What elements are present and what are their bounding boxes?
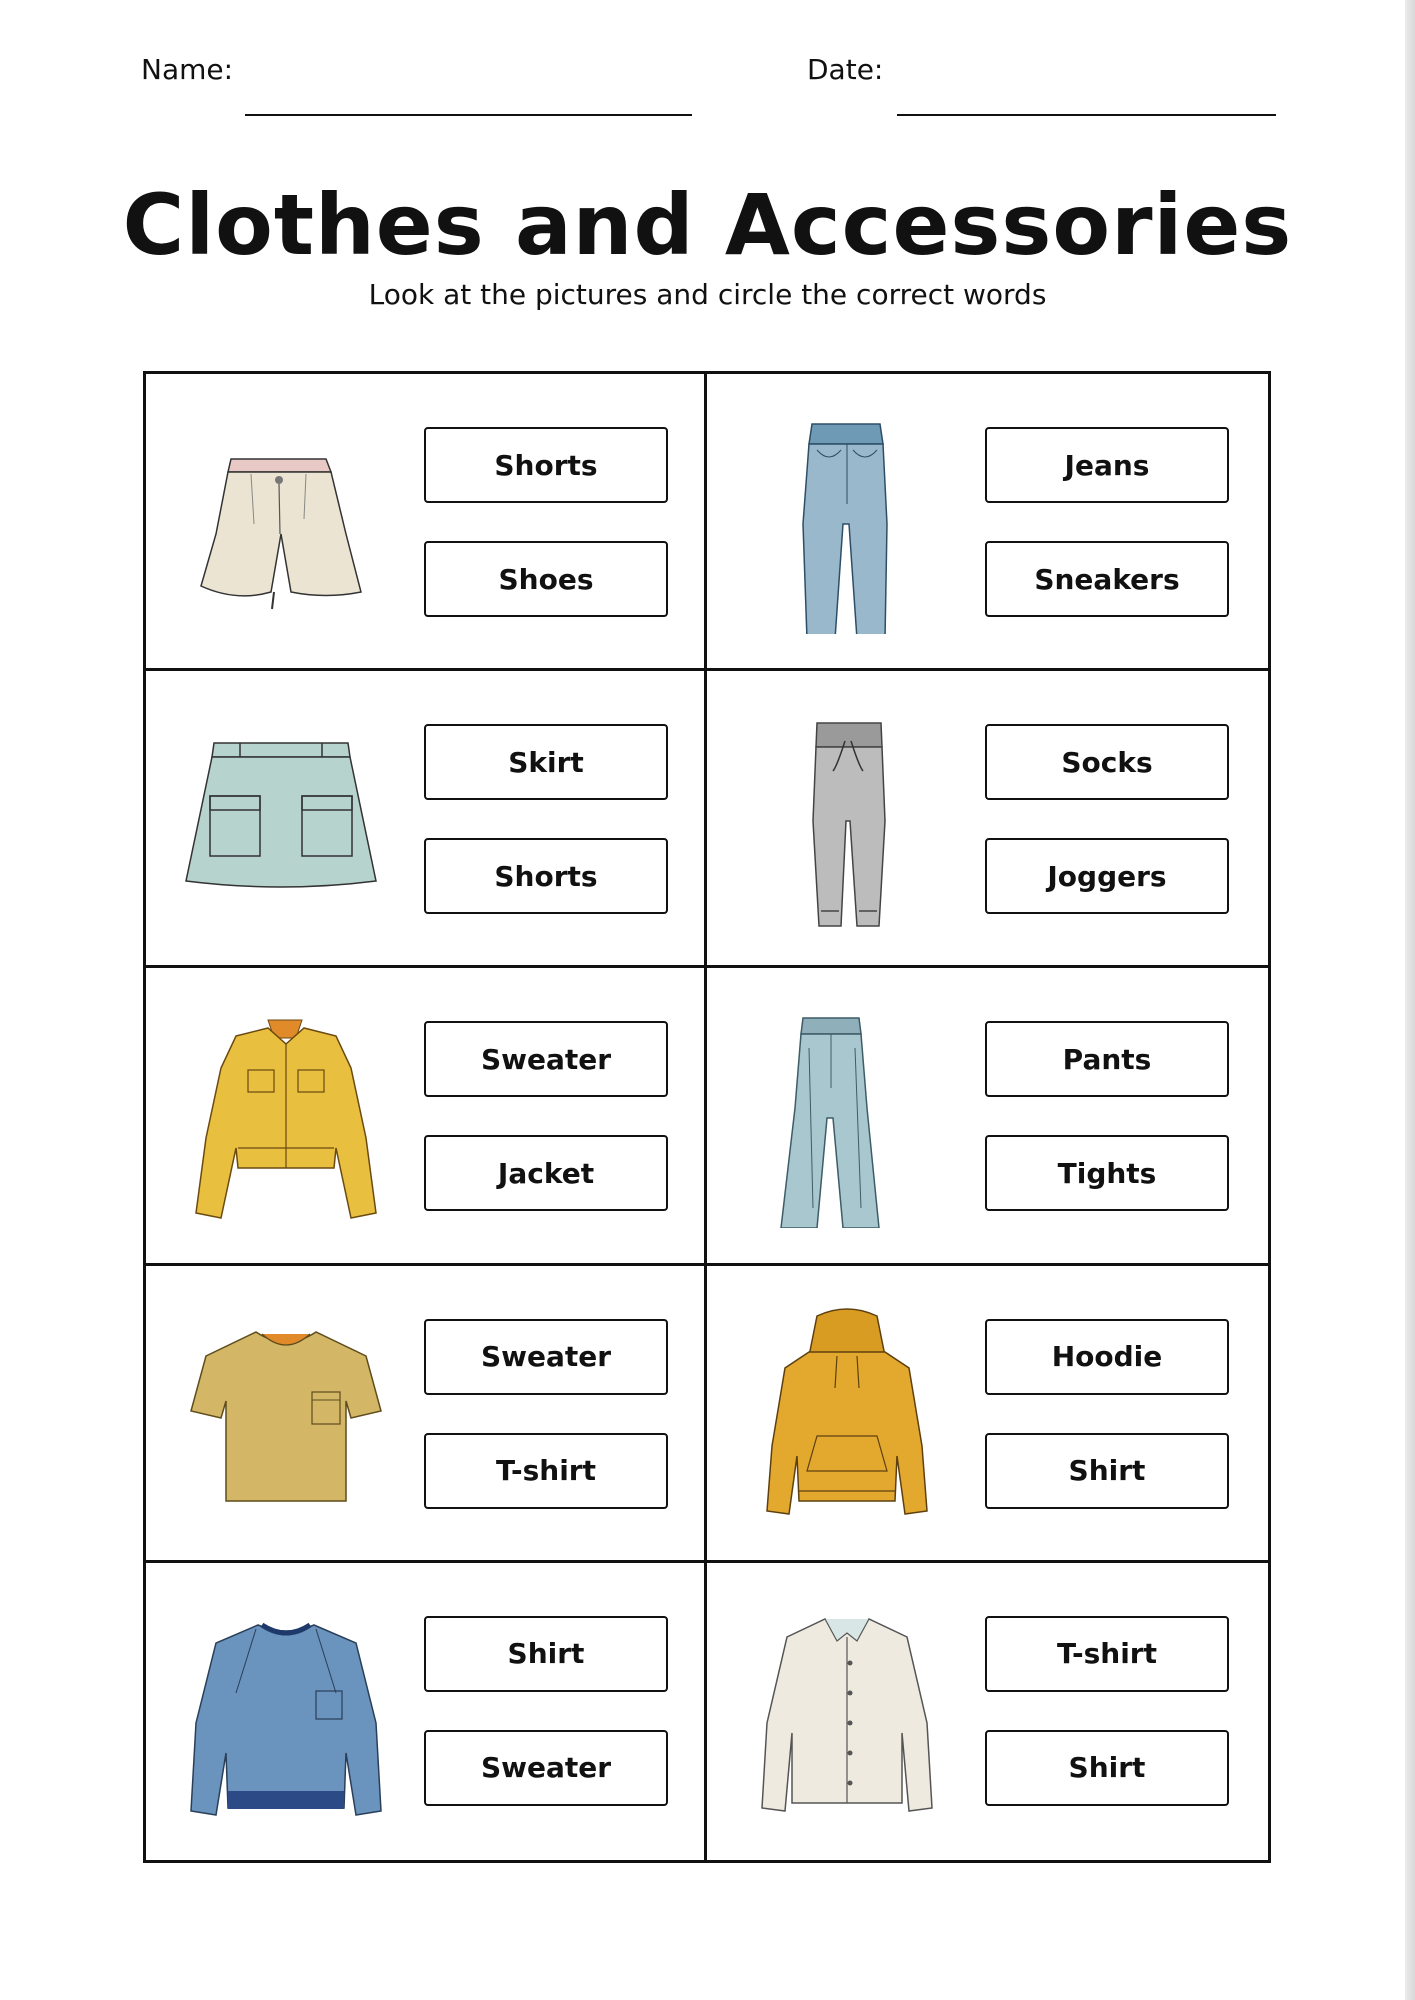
exercise-grid [143,371,1271,1863]
word-option[interactable]: Tights [985,1135,1229,1211]
exercise-cell [146,1266,707,1563]
word-option[interactable]: Skirt [424,724,668,800]
word-option[interactable]: Shoes [424,541,668,617]
word-option[interactable]: Joggers [985,838,1229,914]
date-line[interactable] [897,114,1276,116]
word-option[interactable]: Jacket [424,1135,668,1211]
word-option[interactable]: T-shirt [985,1616,1229,1692]
sweater-icon [176,1603,396,1823]
jacket-icon [176,1008,396,1228]
name-line[interactable] [245,114,692,116]
date-label: Date: [807,53,884,86]
word-option[interactable]: Socks [985,724,1229,800]
tshirt-icon [176,1306,396,1526]
word-option[interactable]: Sweater [424,1730,668,1806]
word-option[interactable]: Shorts [424,838,668,914]
skirt-icon [176,711,396,931]
word-option[interactable]: Hoodie [985,1319,1229,1395]
word-option[interactable]: Pants [985,1021,1229,1097]
exercise-cell [707,968,1268,1265]
exercise-cell [707,1563,1268,1860]
jeans-icon [737,414,957,634]
exercise-cell [146,671,707,968]
word-option[interactable]: T-shirt [424,1433,668,1509]
exercise-cell [707,374,1268,671]
word-option[interactable]: Shirt [985,1433,1229,1509]
word-option[interactable]: Shirt [985,1730,1229,1806]
exercise-cell [707,1266,1268,1563]
hoodie-icon [737,1306,957,1526]
word-option[interactable]: Shorts [424,427,668,503]
name-label: Name: [141,53,234,86]
word-option[interactable]: Shirt [424,1616,668,1692]
word-option[interactable]: Sweater [424,1319,668,1395]
page-subtitle: Look at the pictures and circle the correct words [368,278,1047,311]
exercise-cell [146,1563,707,1860]
exercise-cell [146,374,707,671]
exercise-cell [146,968,707,1265]
exercise-cell [707,671,1268,968]
word-option[interactable]: Jeans [985,427,1229,503]
shirt-icon [737,1603,957,1823]
shorts-icon [176,414,396,634]
pants-icon [737,1008,957,1228]
word-option[interactable]: Sneakers [985,541,1229,617]
joggers-icon [737,711,957,931]
page-title: Clothes and Accessories [122,176,1293,274]
word-option[interactable]: Sweater [424,1021,668,1097]
